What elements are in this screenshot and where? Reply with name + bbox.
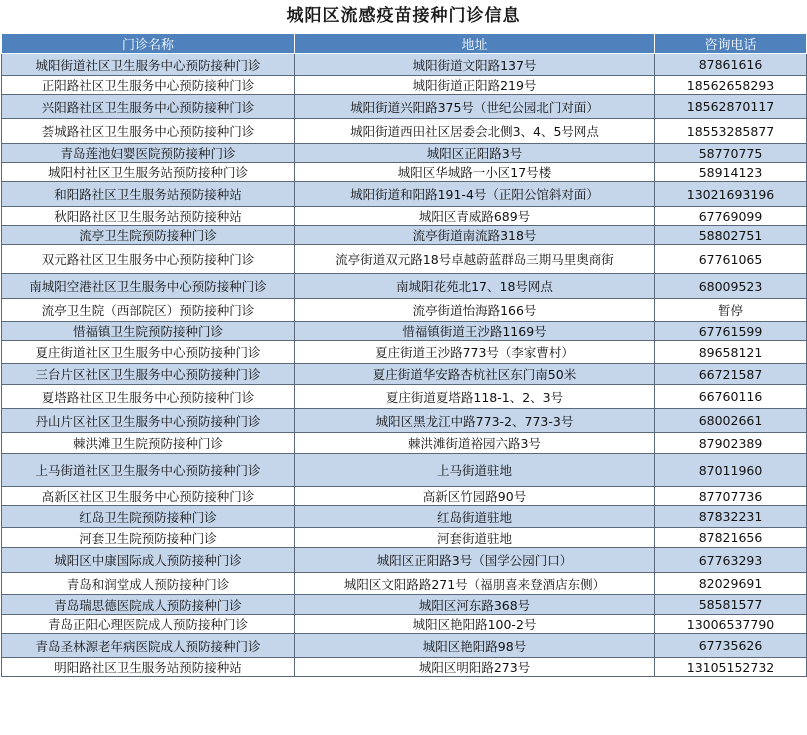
- table-row: [2, 595, 807, 615]
- cell-phone: 58581577: [655, 595, 807, 615]
- table-row: [2, 409, 807, 433]
- cell-address: 城阳区正阳路3号（国学公园门口）: [295, 548, 655, 573]
- table-row: [2, 95, 807, 119]
- cell-phone: 68002661: [655, 409, 807, 433]
- cell-phone: 67735626: [655, 634, 807, 658]
- column-header-address: 地址: [295, 34, 655, 54]
- cell-address: 城阳街道兴阳路375号（世纪公园北门对面）: [295, 95, 655, 119]
- cell-phone: 13021693196: [655, 182, 807, 207]
- cell-name: 城阳区中康国际成人预防接种门诊: [2, 548, 295, 573]
- cell-name: 丹山片区社区卫生服务中心预防接种门诊: [2, 409, 295, 433]
- cell-phone: 13105152732: [655, 658, 807, 677]
- cell-phone: 58770775: [655, 144, 807, 163]
- cell-address: 城阳区明阳路273号: [295, 658, 655, 677]
- table-row: [2, 615, 807, 634]
- cell-phone: 82029691: [655, 573, 807, 595]
- cell-address: 城阳街道西田社区居委会北侧3、4、5号网点: [295, 119, 655, 144]
- table-row: [2, 119, 807, 144]
- table-row: [2, 658, 807, 677]
- cell-address: 城阳区黑龙江中路773-2、773-3号: [295, 409, 655, 433]
- cell-address: 城阳区青威路689号: [295, 207, 655, 226]
- cell-address: 棘洪滩街道裕园六路3号: [295, 433, 655, 454]
- cell-phone: 68009523: [655, 274, 807, 299]
- table-row: [2, 322, 807, 341]
- table-row: [2, 163, 807, 182]
- cell-address: 夏庄街道华安路杏杭社区东门南50米: [295, 364, 655, 385]
- cell-address: 城阳区正阳路3号: [295, 144, 655, 163]
- cell-name: 荟城路社区卫生服务中心预防接种门诊: [2, 119, 295, 144]
- cell-name: 南城阳空港社区卫生服务中心预防接种门诊: [2, 274, 295, 299]
- cell-name: 正阳路社区卫生服务中心预防接种门诊: [2, 76, 295, 95]
- cell-phone: 87707736: [655, 487, 807, 506]
- cell-address: 惜福镇街道王沙路1169号: [295, 322, 655, 341]
- cell-name: 青岛正阳心理医院成人预防接种门诊: [2, 615, 295, 634]
- table-row: [2, 76, 807, 95]
- cell-phone: 58914123: [655, 163, 807, 182]
- cell-address: 南城阳花苑北17、18号网点: [295, 274, 655, 299]
- table-row: [2, 274, 807, 299]
- cell-address: 夏庄街道王沙路773号（李家曹村）: [295, 341, 655, 364]
- table-row: [2, 454, 807, 487]
- cell-address: 流亭街道怡海路166号: [295, 299, 655, 322]
- table-body: [2, 54, 807, 677]
- table-row: [2, 634, 807, 658]
- cell-address: 城阳区文阳路路271号（福朋喜来登酒店东侧）: [295, 573, 655, 595]
- cell-address: 城阳街道和阳路191-4号（正阳公馆斜对面）: [295, 182, 655, 207]
- cell-address: 夏庄街道夏塔路118-1、2、3号: [295, 385, 655, 409]
- table-row: [2, 506, 807, 528]
- column-header-phone: 咨询电话: [655, 34, 807, 54]
- cell-name: 惜福镇卫生院预防接种门诊: [2, 322, 295, 341]
- cell-phone: 67769099: [655, 207, 807, 226]
- cell-name: 兴阳路社区卫生服务中心预防接种门诊: [2, 95, 295, 119]
- cell-address: 城阳区艳阳路100-2号: [295, 615, 655, 634]
- cell-phone: 67763293: [655, 548, 807, 573]
- cell-phone: 87861616: [655, 54, 807, 76]
- cell-name: 上马街道社区卫生服务中心预防接种门诊: [2, 454, 295, 487]
- cell-name: 和阳路社区卫生服务站预防接种站: [2, 182, 295, 207]
- cell-phone: 67761599: [655, 322, 807, 341]
- cell-phone: 暂停: [655, 299, 807, 322]
- table-row: [2, 182, 807, 207]
- cell-address: 城阳区艳阳路98号: [295, 634, 655, 658]
- clinic-table: [1, 33, 807, 677]
- cell-phone: 18562658293: [655, 76, 807, 95]
- cell-address: 红岛街道驻地: [295, 506, 655, 528]
- cell-phone: 67761065: [655, 245, 807, 274]
- cell-name: 三台片区社区卫生服务中心预防接种门诊: [2, 364, 295, 385]
- cell-address: 流亭街道双元路18号卓越蔚蓝群岛三期马里奥商街: [295, 245, 655, 274]
- cell-address: 城阳区河东路368号: [295, 595, 655, 615]
- cell-name: 青岛圣林源老年病医院成人预防接种门诊: [2, 634, 295, 658]
- table-row: [2, 433, 807, 454]
- cell-phone: 87832231: [655, 506, 807, 528]
- cell-name: 明阳路社区卫生服务站预防接种站: [2, 658, 295, 677]
- cell-name: 河套卫生院预防接种门诊: [2, 528, 295, 548]
- cell-address: 城阳街道文阳路137号: [295, 54, 655, 76]
- cell-address: 城阳区华城路一小区17号楼: [295, 163, 655, 182]
- table-row: [2, 548, 807, 573]
- cell-name: 秋阳路社区卫生服务站预防接种站: [2, 207, 295, 226]
- header-row: [2, 34, 807, 54]
- cell-phone: 87902389: [655, 433, 807, 454]
- cell-name: 夏塔路社区卫生服务中心预防接种门诊: [2, 385, 295, 409]
- table-row: [2, 528, 807, 548]
- cell-name: 夏庄街道社区卫生服务中心预防接种门诊: [2, 341, 295, 364]
- cell-name: 高新区社区卫生服务中心预防接种门诊: [2, 487, 295, 506]
- cell-phone: 18553285877: [655, 119, 807, 144]
- cell-phone: 18562870117: [655, 95, 807, 119]
- cell-phone: 66760116: [655, 385, 807, 409]
- table-row: [2, 245, 807, 274]
- cell-name: 城阳村社区卫生服务站预防接种门诊: [2, 163, 295, 182]
- cell-address: 上马街道驻地: [295, 454, 655, 487]
- cell-name: 流亭卫生院（西部院区）预防接种门诊: [2, 299, 295, 322]
- table-row: [2, 385, 807, 409]
- cell-address: 城阳街道正阳路219号: [295, 76, 655, 95]
- cell-address: 河套街道驻地: [295, 528, 655, 548]
- cell-name: 青岛瑞思德医院成人预防接种门诊: [2, 595, 295, 615]
- cell-name: 棘洪滩卫生院预防接种门诊: [2, 433, 295, 454]
- table-row: [2, 207, 807, 226]
- cell-name: 流亭卫生院预防接种门诊: [2, 226, 295, 245]
- cell-name: 青岛莲池妇婴医院预防接种门诊: [2, 144, 295, 163]
- cell-phone: 58802751: [655, 226, 807, 245]
- cell-name: 红岛卫生院预防接种门诊: [2, 506, 295, 528]
- table-row: [2, 341, 807, 364]
- cell-name: 城阳街道社区卫生服务中心预防接种门诊: [2, 54, 295, 76]
- cell-phone: 66721587: [655, 364, 807, 385]
- table-row: [2, 226, 807, 245]
- table-row: [2, 54, 807, 76]
- cell-address: 高新区竹园路90号: [295, 487, 655, 506]
- column-header-name: 门诊名称: [2, 34, 295, 54]
- table-row: [2, 364, 807, 385]
- cell-phone: 13006537790: [655, 615, 807, 634]
- cell-address: 流亭街道南流路318号: [295, 226, 655, 245]
- table-row: [2, 299, 807, 322]
- cell-phone: 89658121: [655, 341, 807, 364]
- cell-phone: 87011960: [655, 454, 807, 487]
- cell-name: 双元路社区卫生服务中心预防接种门诊: [2, 245, 295, 274]
- table-row: [2, 144, 807, 163]
- table-row: [2, 573, 807, 595]
- table-row: [2, 487, 807, 506]
- table-title: 城阳区流感疫苗接种门诊信息: [286, 6, 521, 26]
- cell-name: 青岛和润堂成人预防接种门诊: [2, 573, 295, 595]
- cell-phone: 87821656: [655, 528, 807, 548]
